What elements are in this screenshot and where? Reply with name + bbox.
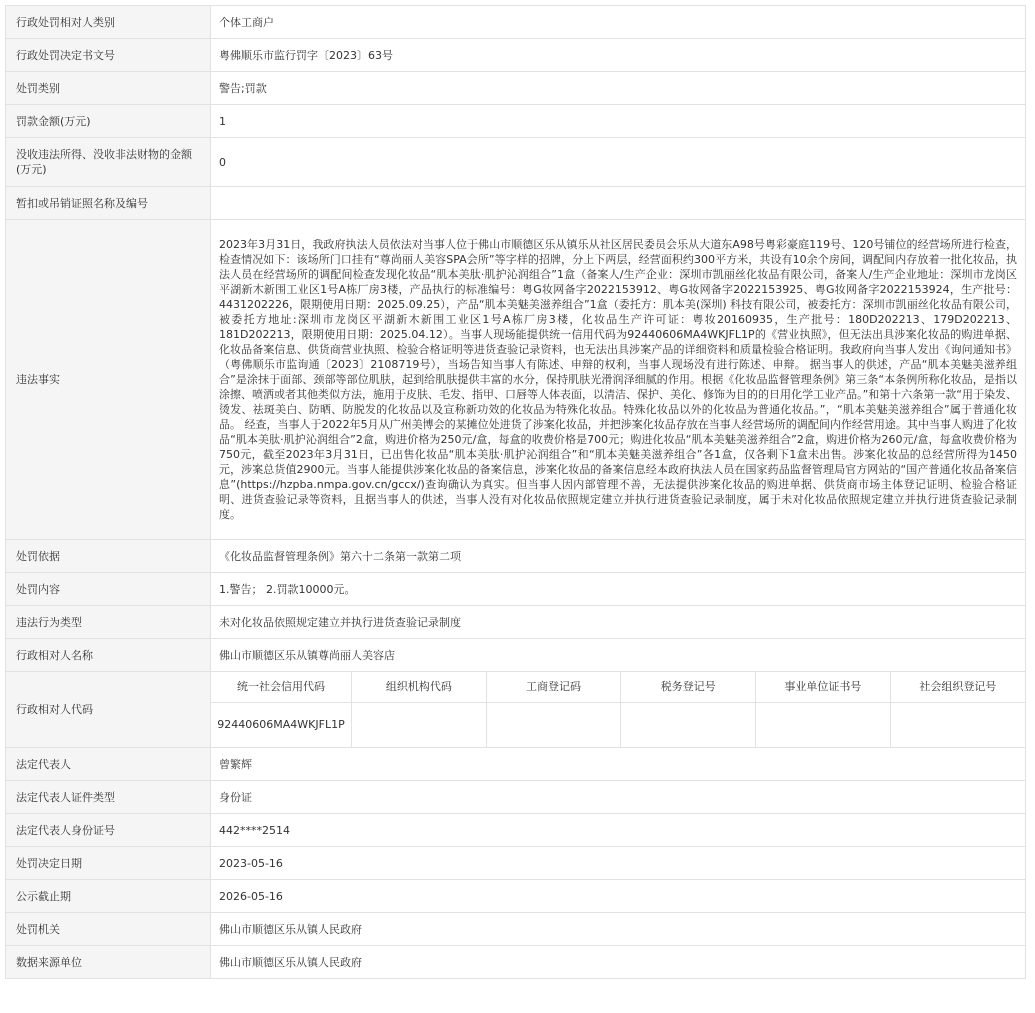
confiscation-label: 没收违法所得、没收非法财物的金额(万元): [6, 138, 211, 187]
row-party-name: [6, 639, 1026, 672]
party-code-header-row: [211, 672, 1025, 703]
confiscation-value: 0: [211, 138, 1026, 187]
decision-no-label: 行政处罚决定书文号: [6, 39, 211, 72]
value-social-org-reg: [890, 703, 1025, 748]
party-type-label: 行政处罚相对人类别: [6, 6, 211, 39]
row-decision-date: [6, 847, 1026, 880]
row-penalty-type: [6, 72, 1026, 105]
header-tax-reg: 税务登记号: [621, 672, 756, 703]
header-org-code: 组织机构代码: [352, 672, 487, 703]
row-party-type: [6, 6, 1026, 39]
penalty-type-value: 警告;罚款: [211, 72, 1026, 105]
value-institution-cert: [756, 703, 891, 748]
id-no-value: 442****2514: [211, 814, 1026, 847]
value-org-code: [352, 703, 487, 748]
row-content: [6, 573, 1026, 606]
party-name-value: 佛山市顺德区乐从镇尊尚丽人美容店: [211, 639, 1026, 672]
value-business-reg: [486, 703, 621, 748]
value-tax-reg: [621, 703, 756, 748]
row-authority: [6, 913, 1026, 946]
fine-label: 罚款金额(万元): [6, 105, 211, 138]
decision-date-label: 处罚决定日期: [6, 847, 211, 880]
behavior-type-label: 违法行为类型: [6, 606, 211, 639]
content-label: 处罚内容: [6, 573, 211, 606]
row-facts: [6, 220, 1026, 540]
id-type-label: 法定代表人证件类型: [6, 781, 211, 814]
source-value: 佛山市顺德区乐从镇人民政府: [211, 946, 1026, 979]
facts-value: 2023年3月31日，我政府执法人员依法对当事人位于佛山市顺德区乐从镇乐从社区居民委员会乐从大道东A98号粤彩豪庭119号、120号铺位的经营场所进行检查，检查情况如下：该场所门口挂有“尊尚丽人美容SPA会所”等字样的招牌，分上下两层，经营面积约300平方米，共设有10余个房间，调配间内存放着一批化妆品，执法人员在经营场所的调配间检查发现化妆品“肌本美肽·肌护沁润组合”1盒（备案人/生产企业：深圳市凯丽丝化妆品有限公司，备案人/生产企业地址：深圳市龙岗区平湖新木新围工业区1号A栋厂房3楼，产品执行的标准编号：粤G妆网备字2022153912、粤G妆网备字2022153925、粤G妆网备字2022153924，生产批号：4431202226，限期使用日期：2025.09.25），产品“肌本美魅美滋养组合”1盒（委托方：肌本美(深圳) 科技有限公司，被委托方：深圳市凯丽丝化妆品有限公司，被委托方地址:深圳市龙岗区平湖新木新围工业区1号A栋厂房3楼，化妆品生产许可证：粤妆20160935，生产批号：180D202213、179D202213、181D202213，限期使用日期：2025.04.12）。当事人现场能提供统一信用代码为92440606MA4WKJFL1P的《营业执照》，但无法出具涉案化妆品的购进单据、化妆品备案信息、供货商营业执照、检验合格证明等进货查验记录资料，也无法出具涉案产品的详细资料和质量检验合格证明。我政府向当事人发出《询问通知书》（粤佛顺乐市监询通〔2023〕2108719号），当场告知当事人有陈述、申辩的权利，当事人现场没有进行陈述、申辩。 据当事人的供述，产品“肌本美魅美滋养组合”是涂抹于面部、颈部等部位肌肤，起到给肌肤提供丰富的水分，保持肌肤光滑润泽细腻的作用。根据《化妆品监督管理条例》第三条“本条例所称化妆品，是指以涂擦、喷洒或者其他类似方法，施用于皮肤、毛发、指甲、口唇等人体表面，以清洁、保护、美化、修饰为目的的日用化学工业产品。”和第十六条第一款“用于染发、烫发、祛斑美白、防晒、防脱发的化妆品以及宣称新功效的化妆品为特殊化妆品。特殊化妆品以外的化妆品为普通化妆品。”，“肌本美魅美滋养组合”属于普通化妆品。 经查，当事人于2022年5月从广州美博会的某摊位处进货了涉案化妆品，并把涉案化妆品存放在当事人经营场所的调配间内作经营用途。其中当事人购进了化妆品“肌本美肽·肌护沁润组合”2盒，购进价格为250元/盒，每盒的收费价格是700元；购进化妆品“肌本美魅美滋养组合”2盒，购进价格为260元/盒，每盒收费价格为750元，截至2023年3月31日，已出售化妆品“肌本美肽·肌护沁润组合”和“肌本美魅美滋养组合”各1盒，仅各剩下1盒未出售。涉案化妆品的总经营所得为1450元，涉案总货值2900元。当事人能提供涉案化妆品的备案信息，涉案化妆品的备案信息经本政府执法人员在国家药品监督管理局官方网站的“国产普通化妆品备案信息”(https://hzpba.nmpa.gov.cn/gccx/)查询确认为真实。但当事人因内部管理不善，无法提供涉案化妆品的购进单据、供货商市场主体登记证明、检验合格证明、进货查验记录等资料，且据当事人的供述，当事人没有对化妆品依照规定建立并执行进货查验记录制度，属于未对化妆品依照规定建立并执行进货查验记录制度。: [211, 220, 1026, 540]
row-publicity-end: [6, 880, 1026, 913]
row-confiscation: [6, 138, 1026, 187]
content-value: 1.警告； 2.罚款10000元。: [211, 573, 1026, 606]
license-value: [211, 187, 1026, 220]
id-type-value: 身份证: [211, 781, 1026, 814]
party-name-label: 行政相对人名称: [6, 639, 211, 672]
party-code-table: [211, 672, 1025, 747]
decision-no-value: 粤佛顺乐市监行罚字〔2023〕63号: [211, 39, 1026, 72]
header-business-reg: 工商登记码: [486, 672, 621, 703]
basis-label: 处罚依据: [6, 540, 211, 573]
source-label: 数据来源单位: [6, 946, 211, 979]
publicity-end-label: 公示截止期: [6, 880, 211, 913]
header-credit-code: 统一社会信用代码: [211, 672, 352, 703]
legal-rep-label: 法定代表人: [6, 748, 211, 781]
basis-value: 《化妆品监督管理条例》第六十二条第一款第二项: [211, 540, 1026, 573]
party-code-cell: [211, 672, 1026, 748]
penalty-info-table: [5, 5, 1026, 979]
row-id-no: [6, 814, 1026, 847]
row-license: [6, 187, 1026, 220]
publicity-end-value: 2026-05-16: [211, 880, 1026, 913]
license-label: 暂扣或吊销证照名称及编号: [6, 187, 211, 220]
row-id-type: [6, 781, 1026, 814]
row-basis: [6, 540, 1026, 573]
penalty-type-label: 处罚类别: [6, 72, 211, 105]
row-legal-rep: [6, 748, 1026, 781]
party-code-label: 行政相对人代码: [6, 672, 211, 748]
header-institution-cert: 事业单位证书号: [756, 672, 891, 703]
value-credit-code: 92440606MA4WKJFL1P: [211, 703, 352, 748]
row-source: [6, 946, 1026, 979]
row-behavior-type: [6, 606, 1026, 639]
party-code-value-row: [211, 703, 1025, 748]
authority-label: 处罚机关: [6, 913, 211, 946]
id-no-label: 法定代表人身份证号: [6, 814, 211, 847]
legal-rep-value: 曾繁辉: [211, 748, 1026, 781]
row-decision-no: [6, 39, 1026, 72]
behavior-type-value: 未对化妆品依照规定建立并执行进货查验记录制度: [211, 606, 1026, 639]
row-fine: [6, 105, 1026, 138]
header-social-org-reg: 社会组织登记号: [890, 672, 1025, 703]
fine-value: 1: [211, 105, 1026, 138]
authority-value: 佛山市顺德区乐从镇人民政府: [211, 913, 1026, 946]
row-party-code: [6, 672, 1026, 748]
decision-date-value: 2023-05-16: [211, 847, 1026, 880]
facts-label: 违法事实: [6, 220, 211, 540]
party-type-value: 个体工商户: [211, 6, 1026, 39]
